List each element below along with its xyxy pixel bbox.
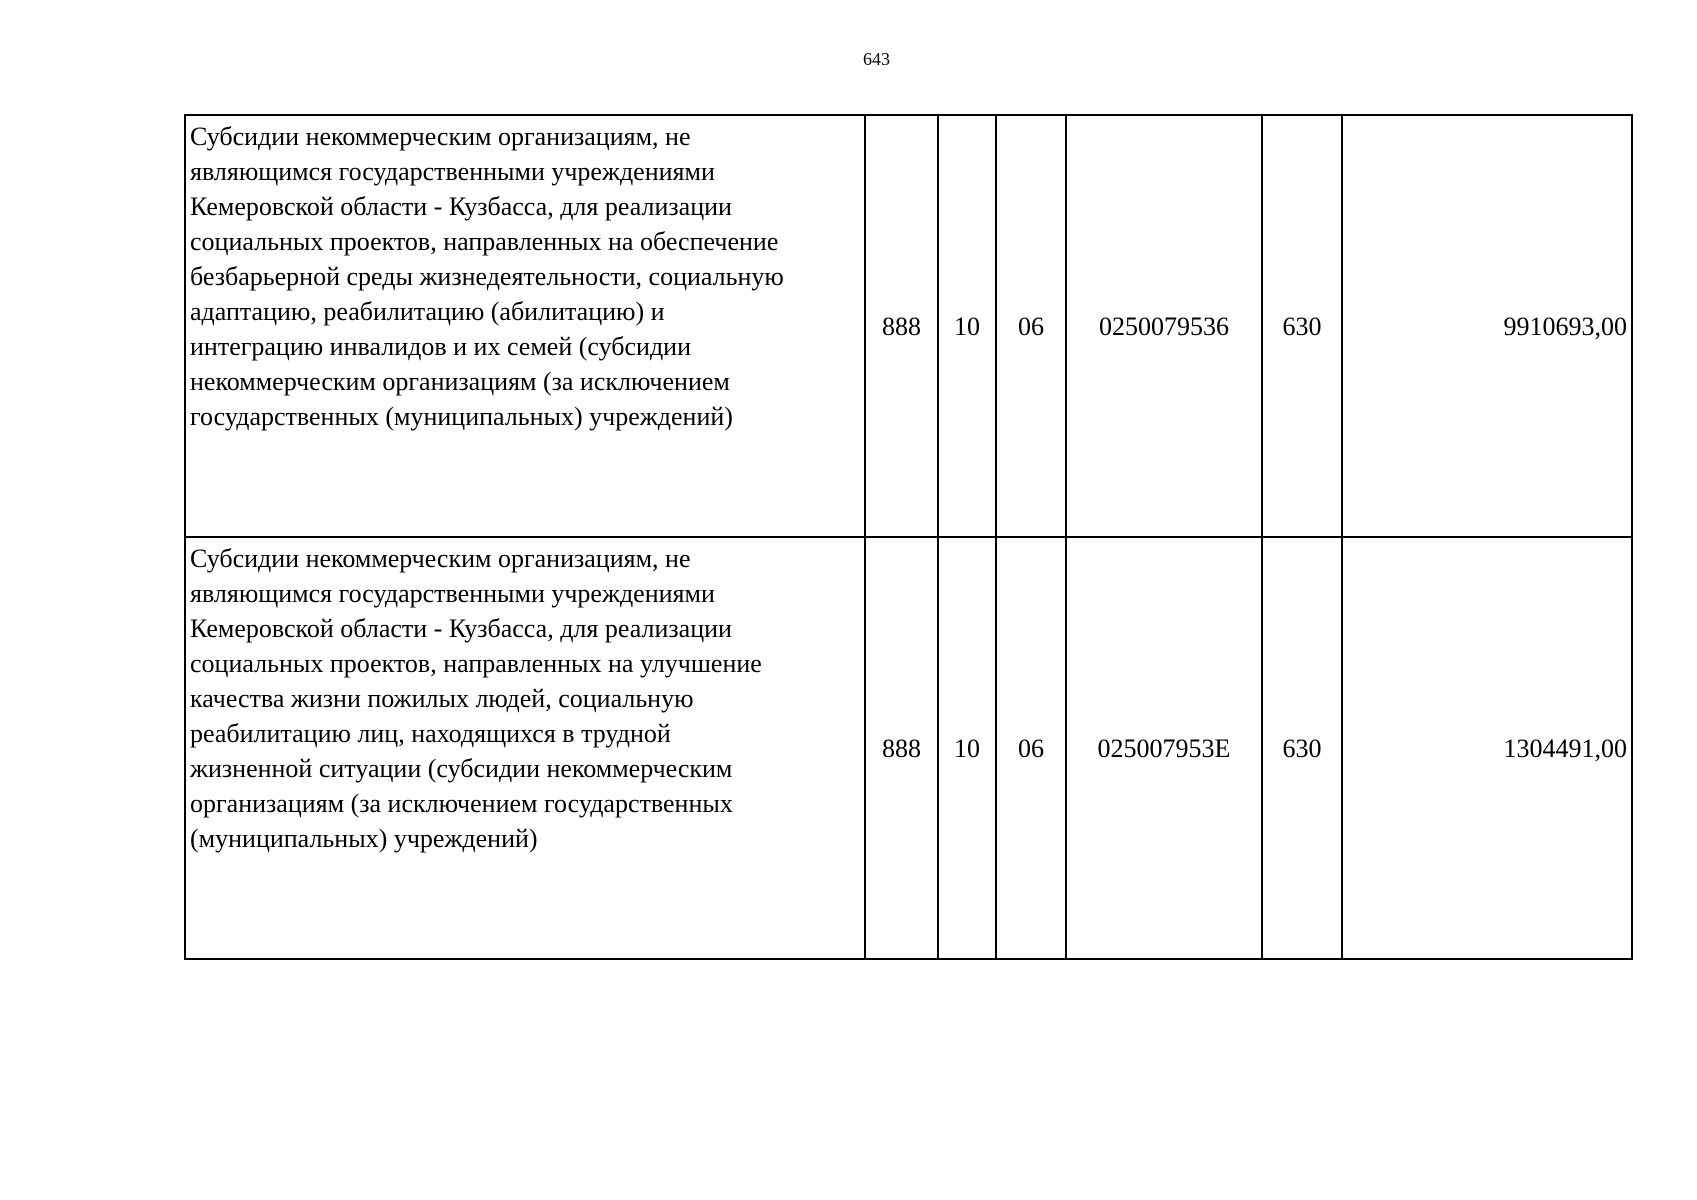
target-article-code: 025007953E [1066, 537, 1262, 959]
budget-table [184, 114, 1633, 960]
section-code: 10 [938, 115, 996, 537]
expense-type-code: 630 [1262, 115, 1342, 537]
table-row [185, 537, 1632, 959]
page-number: 643 [863, 49, 890, 69]
row-description: Субсидии некоммерческим организациям, не являющимся государственными учреждениями Кемеровской области - Кузбасса, для реализации социальных проектов, направленных на улучшение качества жизни пожилых людей, социальную реабилитацию лиц, находящихся в трудной жизненной ситуации (субсидии некоммерческим организациям (за исключением государственных (муниципальных) учреждений) [185, 537, 865, 959]
table-row [185, 115, 1632, 537]
expense-type-code: 630 [1262, 537, 1342, 959]
subsection-code: 06 [996, 537, 1066, 959]
amount: 1304491,00 [1342, 537, 1632, 959]
row-description: Субсидии некоммерческим организациям, не являющимся государственными учреждениями Кемеровской области - Кузбасса, для реализации социальных проектов, направленных на обеспечение безбарьерной среды жизнедеятельности, социальную адаптацию, реабилитацию (абилитацию) и интеграцию инвалидов и их семей (субсидии некоммерческим организациям (за исключением государственных (муниципальных) учреждений) [185, 115, 865, 537]
section-code: 10 [938, 537, 996, 959]
subsection-code: 06 [996, 115, 1066, 537]
target-article-code: 0250079536 [1066, 115, 1262, 537]
amount: 9910693,00 [1342, 115, 1632, 537]
grbs-code: 888 [865, 537, 938, 959]
grbs-code: 888 [865, 115, 938, 537]
